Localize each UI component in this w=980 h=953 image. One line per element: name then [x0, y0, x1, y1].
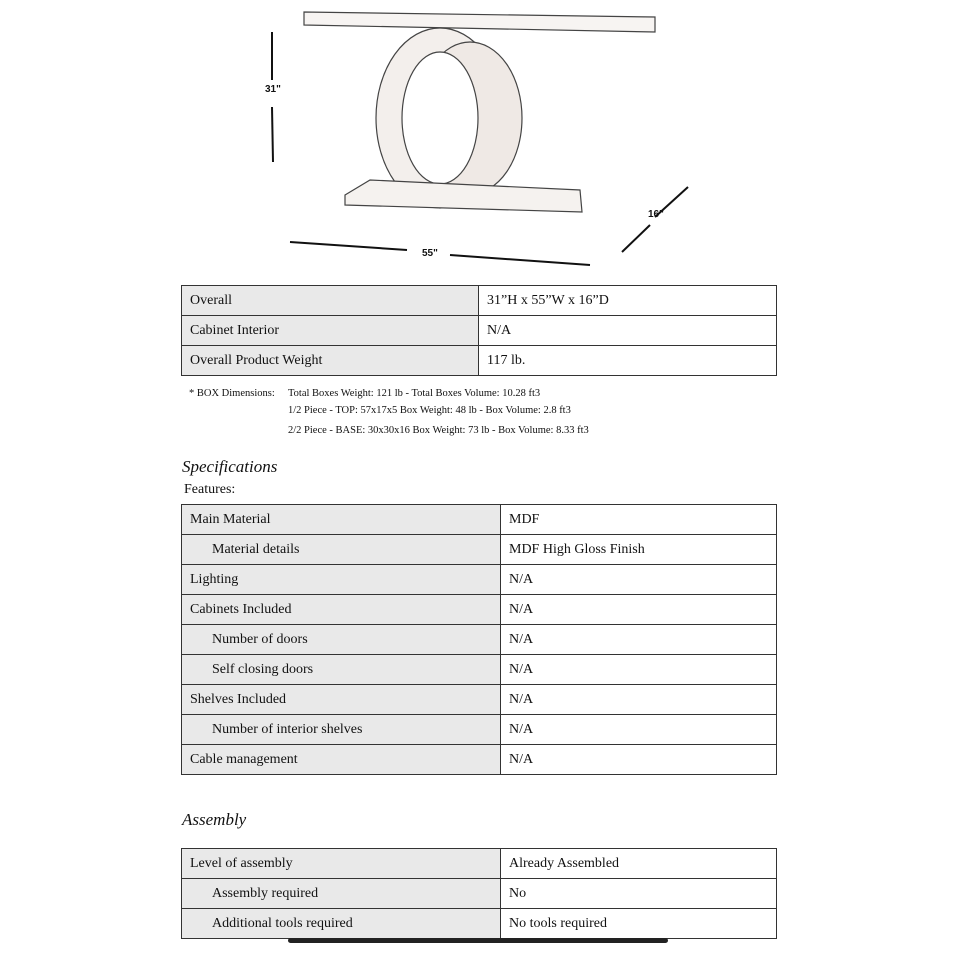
specifications-table — [181, 504, 777, 775]
table-row — [182, 625, 777, 655]
row-label: Overall — [182, 286, 479, 316]
row-label: Number of doors — [182, 625, 501, 655]
width-label: 55" — [422, 248, 438, 259]
table-row — [182, 286, 777, 316]
table-row — [182, 909, 777, 939]
row-value: 31”H x 55”W x 16”D — [479, 286, 777, 316]
row-value: MDF High Gloss Finish — [501, 535, 777, 565]
row-label: Shelves Included — [182, 685, 501, 715]
table-row — [182, 655, 777, 685]
row-value: N/A — [479, 316, 777, 346]
table-row — [182, 565, 777, 595]
row-label: Number of interior shelves — [182, 715, 501, 745]
row-value: N/A — [501, 655, 777, 685]
console-table-drawing — [0, 0, 980, 280]
row-label: Overall Product Weight — [182, 346, 479, 376]
row-value: N/A — [501, 715, 777, 745]
table-row — [182, 849, 777, 879]
table-row — [182, 316, 777, 346]
row-value: N/A — [501, 625, 777, 655]
row-label: Cable management — [182, 745, 501, 775]
table-row — [182, 595, 777, 625]
box-title: * BOX Dimensions: — [189, 388, 275, 399]
row-label: Additional tools required — [182, 909, 501, 939]
table-row — [182, 535, 777, 565]
height-label: 31" — [265, 84, 281, 95]
dimensions-table — [181, 285, 777, 376]
row-value: No — [501, 879, 777, 909]
table-row — [182, 685, 777, 715]
row-label: Lighting — [182, 565, 501, 595]
row-label: Self closing doors — [182, 655, 501, 685]
table-row — [182, 745, 777, 775]
row-value: MDF — [501, 505, 777, 535]
box-line: Total Boxes Weight: 121 lb - Total Boxes Volume: 10.28 ft3 — [288, 388, 541, 399]
row-value: N/A — [501, 745, 777, 775]
row-value: N/A — [501, 595, 777, 625]
row-value: No tools required — [501, 909, 777, 939]
row-label: Main Material — [182, 505, 501, 535]
scrollbar[interactable] — [288, 938, 668, 943]
specifications-heading: Specifications — [182, 457, 278, 476]
table-row — [182, 505, 777, 535]
row-label: Cabinets Included — [182, 595, 501, 625]
row-value: 117 lb. — [479, 346, 777, 376]
row-label: Assembly required — [182, 879, 501, 909]
table-row — [182, 879, 777, 909]
row-label: Cabinet Interior — [182, 316, 479, 346]
assembly-heading: Assembly — [182, 810, 247, 829]
table-row — [182, 715, 777, 745]
depth-label: 16" — [648, 209, 664, 220]
row-value: N/A — [501, 565, 777, 595]
row-label: Level of assembly — [182, 849, 501, 879]
features-label: Features: — [184, 482, 236, 497]
row-value: N/A — [501, 685, 777, 715]
assembly-table — [181, 848, 777, 939]
box-line: 2/2 Piece - BASE: 30x30x16 Box Weight: 73 lb - Box Volume: 8.33 ft3 — [288, 425, 589, 436]
box-line: 1/2 Piece - TOP: 57x17x5 Box Weight: 48 lb - Box Volume: 2.8 ft3 — [288, 405, 571, 416]
table-row — [182, 346, 777, 376]
row-label: Material details — [182, 535, 501, 565]
row-value: Already Assembled — [501, 849, 777, 879]
